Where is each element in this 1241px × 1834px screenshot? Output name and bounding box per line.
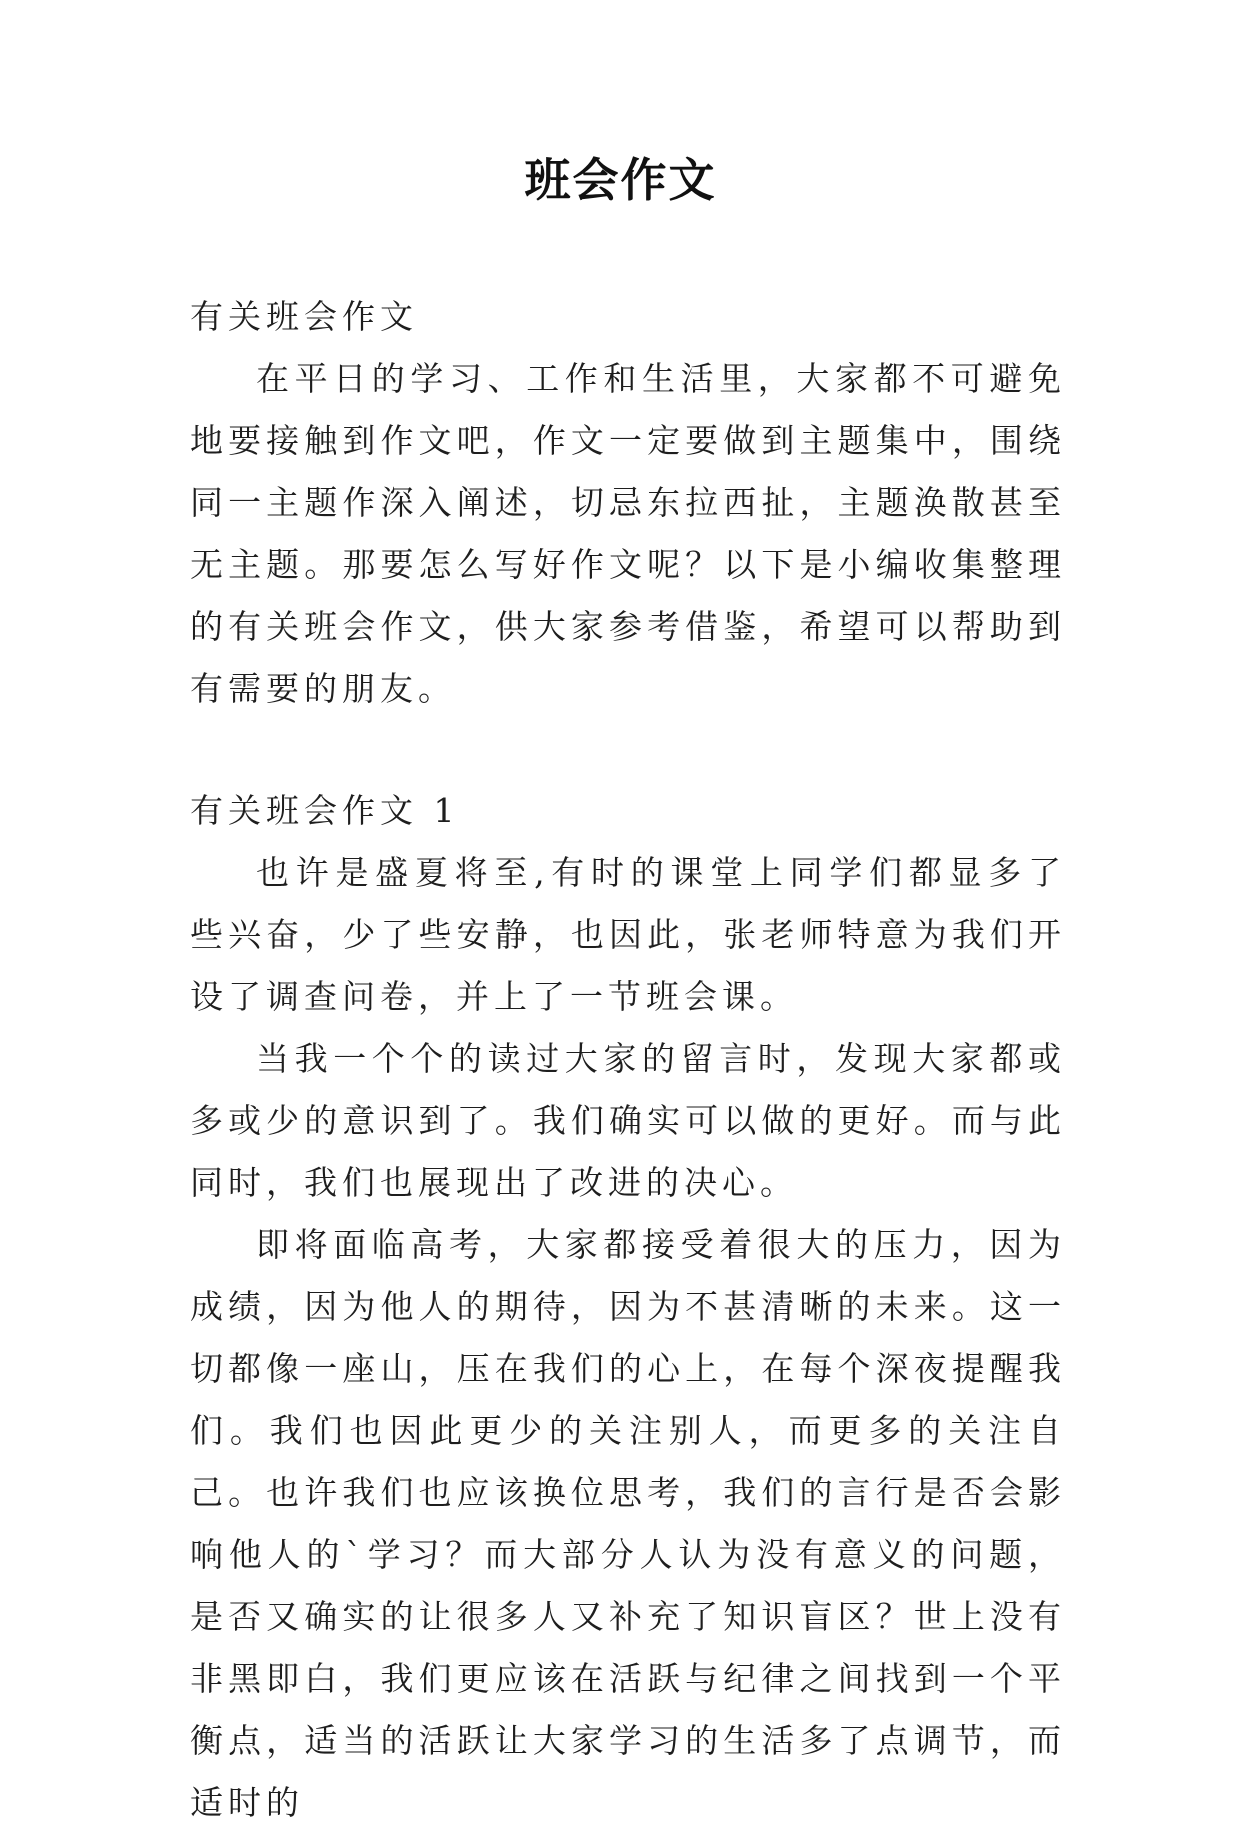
document-body	[190, 286, 1066, 1834]
document-title: 班会作文	[524, 153, 717, 207]
essay-paragraph: 当我一个个的读过大家的留言时，发现大家都或多或少的意识到了。我们确实可以做的更好。而与此同时，我们也展现出了改进的决心。	[190, 1039, 1066, 1202]
essay-paragraph: 也许是盛夏将至,有时的课堂上同学们都显多了些兴奋，少了些安静，也因此，张老师特意为我们开设了调查问卷，并上了一节班会课。	[190, 853, 1066, 1016]
intro-paragraph: 在平日的学习、工作和生活里，大家都不可避免地要接触到作文吧，作文一定要做到主题集中，围绕同一主题作深入阐述，切忌东拉西扯，主题涣散甚至无主题。那要怎么写好作文呢？以下是小编收集整理的有关班会作文，供大家参考借鉴，希望可以帮助到有需要的朋友。	[190, 359, 1066, 708]
essay-paragraph: 即将面临高考，大家都接受着很大的压力，因为成绩，因为他人的期待，因为不甚清晰的未来。这一切都像一座山，压在我们的心上，在每个深夜提醒我们。我们也因此更少的关注别人，而更多的关注自己。也许我们也应该换位思考，我们的言行是否会影响他人的`学习？而大部分人认为没有意义的问题，是否又确实的让很多人又补充了知识盲区？世上没有非黑即白，我们更应该在活跃与纪律之间找到一个平衡点，适当的活跃让大家学习的生活多了点调节，而适时的	[190, 1225, 1066, 1822]
section-heading-essay-1: 有关班会作文 1	[190, 791, 460, 830]
section-heading-intro: 有关班会作文	[190, 297, 418, 336]
